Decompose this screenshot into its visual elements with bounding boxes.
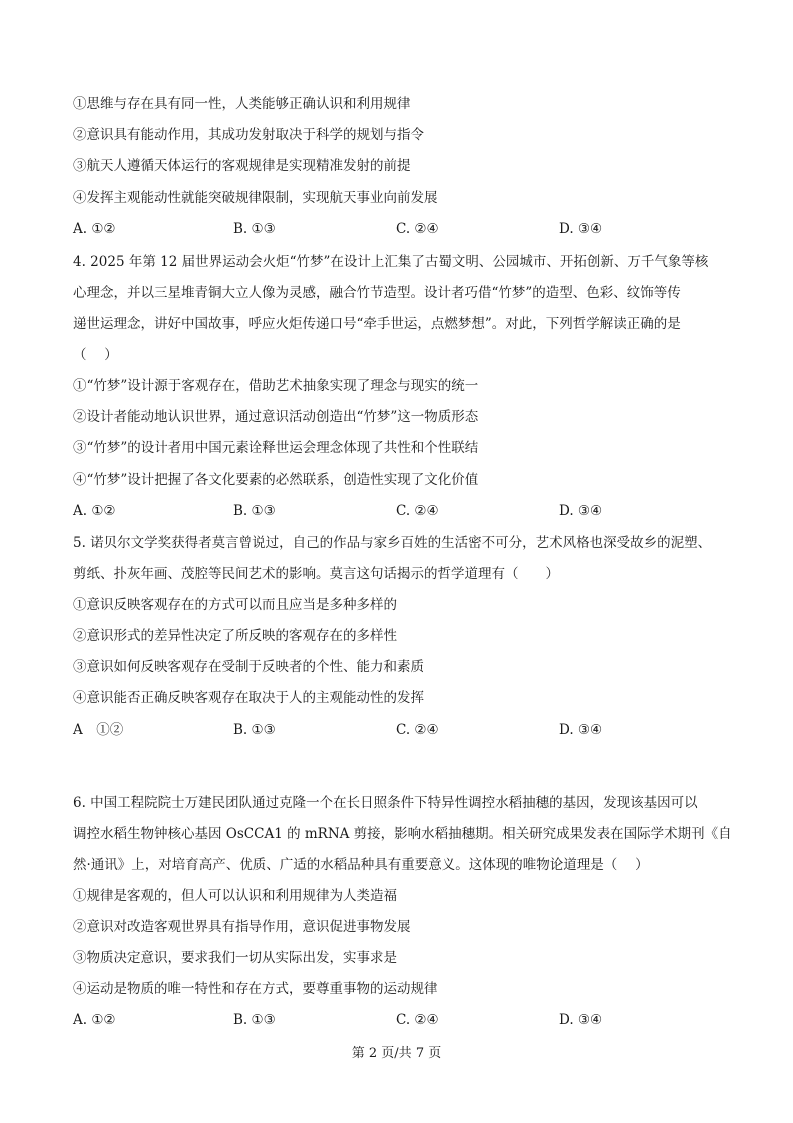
q4-options bbox=[73, 502, 713, 520]
q3-statement-4: ④发挥主观能动性就能突破规律限制，实现航天事业向前发展 bbox=[73, 190, 438, 206]
q6-option-c: C. ②④ bbox=[396, 1012, 439, 1028]
q5-stem-line-1: 5. 诺贝尔文学奖获得者莫言曾说过，自己的作品与家乡百姓的生活密不可分，艺术风格也深受故乡的泥塑、 bbox=[73, 535, 712, 551]
q6-options bbox=[73, 1011, 713, 1029]
q6-stem-line-2: 调控水稻生物钟核心基因 OsCCA1 的 mRNA 剪接，影响水稻抽穗期。相关研究成果发表在国际学术期刊《自 bbox=[73, 826, 732, 842]
q4-stem-line-4: （ ） bbox=[73, 347, 118, 363]
q3-option-b: B. ①③ bbox=[233, 221, 276, 237]
q4-stem-line-2: 心理念，并以三星堆青铜大立人像为灵感，融合竹节造型。设计者巧借“竹梦”的造型、色彩、纹饰等传 bbox=[73, 285, 681, 301]
q6-option-b: B. ①③ bbox=[233, 1012, 276, 1028]
q5-statement-3: ③意识如何反映客观存在受制于反映者的个性、能力和素质 bbox=[73, 659, 424, 675]
q6-statement-2: ②意识对改造客观世界具有指导作用，意识促进事物发展 bbox=[73, 919, 411, 935]
q5-option-d: D. ③④ bbox=[559, 722, 603, 738]
q6-statement-1: ①规律是客观的，但人可以认识和利用规律为人类造福 bbox=[73, 888, 397, 904]
q4-statement-2: ②设计者能动地认识世界，通过意识活动创造出“竹梦”这一物质形态 bbox=[73, 409, 479, 425]
q6-stem-line-1: 6. 中国工程院院士万建民团队通过克隆一个在长日照条件下特异性调控水稻抽穗的基因，发现该基因可以 bbox=[73, 795, 698, 811]
q5-statement-1: ①意识反映客观存在的方式可以而且应当是多种多样的 bbox=[73, 597, 397, 613]
q4-stem-line-3: 递世运理念，讲好中国故事，呼应火炬传递口号“牵手世运，点燃梦想”。对此，下列哲学解读正确的是 bbox=[73, 316, 681, 332]
q4-statement-3: ③“竹梦”的设计者用中国元素诠释世运会理念体现了共性和个性联结 bbox=[73, 440, 479, 456]
q4-statement-4: ④“竹梦”设计把握了各文化要素的必然联系，创造性实现了文化价值 bbox=[73, 472, 479, 488]
q3-options bbox=[73, 220, 713, 238]
q5-options bbox=[73, 721, 713, 739]
q3-statement-1: ①思维与存在具有同一性，人类能够正确认识和利用规律 bbox=[73, 96, 411, 112]
q4-statement-1: ①“竹梦”设计源于客观存在，借助艺术抽象实现了理念与现实的统一 bbox=[73, 378, 479, 394]
q5-statement-2: ②意识形式的差异性决定了所反映的客观存在的多样性 bbox=[73, 628, 397, 644]
q4-option-b: B. ①③ bbox=[233, 503, 276, 519]
q6-statement-3: ③物质决定意识，要求我们一切从实际出发，实事求是 bbox=[73, 950, 397, 966]
q3-option-d: D. ③④ bbox=[559, 221, 603, 237]
q5-statement-4: ④意识能否正确反映客观存在取决于人的主观能动性的发挥 bbox=[73, 690, 424, 706]
page-number-footer: 第 2 页/共 7 页 bbox=[351, 1046, 442, 1061]
q6-option-d: D. ③④ bbox=[559, 1012, 603, 1028]
q5-option-a: A ①② bbox=[73, 722, 124, 738]
q6-option-a: A. ①② bbox=[73, 1012, 116, 1028]
q5-option-c: C. ②④ bbox=[396, 722, 439, 738]
q3-option-c: C. ②④ bbox=[396, 221, 439, 237]
q4-stem-line-1: 4. 2025 年第 12 届世界运动会火炬“竹梦”在设计上汇集了古蜀文明、公园城市、开拓创新、万千气象等核 bbox=[73, 254, 709, 270]
q6-stem-line-3: 然·通讯》上，对培育高产、优质、广适的水稻品种具有重要意义。这体现的唯物论道理是（ ） bbox=[73, 857, 649, 873]
q4-option-d: D. ③④ bbox=[559, 503, 603, 519]
q3-option-a: A. ①② bbox=[73, 221, 116, 237]
q4-option-c: C. ②④ bbox=[396, 503, 439, 519]
q3-statement-3: ③航天人遵循天体运行的客观规律是实现精准发射的前提 bbox=[73, 158, 411, 174]
q6-statement-4: ④运动是物质的唯一特性和存在方式，要尊重事物的运动规律 bbox=[73, 981, 438, 997]
q5-stem-line-2: 剪纸、扑灰年画、茂腔等民间艺术的影响。莫言这句话揭示的哲学道理有（ ） bbox=[73, 566, 559, 582]
q3-statement-2: ②意识具有能动作用，其成功发射取决于科学的规划与指令 bbox=[73, 127, 424, 143]
q4-option-a: A. ①② bbox=[73, 503, 116, 519]
q5-option-b: B. ①③ bbox=[233, 722, 276, 738]
